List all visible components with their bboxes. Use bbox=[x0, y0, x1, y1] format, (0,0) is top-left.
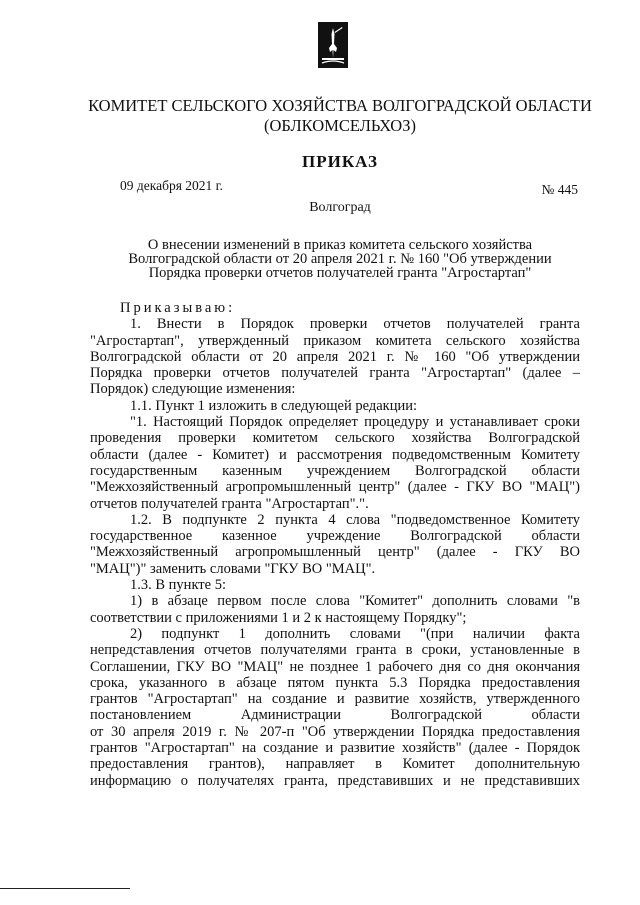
coat-of-arms-icon bbox=[318, 22, 348, 68]
document-subject bbox=[90, 238, 590, 280]
body-line: Соглашении, ГКУ ВО "МАЦ" не позднее 1 рабочего дня со дня окончания bbox=[90, 658, 580, 675]
org-line-2: (ОБЛКОМСЕЛЬХОЗ) bbox=[264, 116, 416, 135]
body-line: 1) в абзаце первом после слова "Комитет" дополнить словами "в bbox=[130, 593, 580, 610]
body-line: Волгоградской области от 20 апреля 2021 г. № 160 "Об утверждении bbox=[90, 348, 580, 365]
footer-divider bbox=[0, 888, 130, 889]
body-line: 2) подпункт 1 дополнить словами "(при наличии факта bbox=[130, 625, 580, 642]
document-number: № 445 bbox=[541, 182, 578, 197]
body-line: отчетов получателей гранта "Агростартап".". bbox=[90, 495, 369, 512]
body-line: Порядка проверки отчетов получателей гранта "Агростартап" (далее – bbox=[90, 365, 580, 382]
org-line-1: КОМИТЕТ СЕЛЬСКОГО ХОЗЯЙСТВА ВОЛГОГРАДСКОЙ ОБЛАСТИ bbox=[88, 96, 592, 115]
body-line: государственным казенным учреждением Волгоградской области bbox=[90, 462, 580, 479]
organization-name bbox=[60, 96, 620, 136]
body-line: "МАЦ")" заменить словами "ГКУ ВО "МАЦ". bbox=[90, 560, 376, 577]
document-city: Волгоград bbox=[309, 200, 371, 215]
body-line: "Межхозяйственный агропромышленный центр" (далее - ГКУ ВО "МАЦ") bbox=[90, 479, 580, 496]
body-line: 1.3. В пункте 5: bbox=[130, 577, 226, 594]
body-line: Порядок) следующие изменения: bbox=[90, 381, 296, 398]
subject-line: Порядка проверки отчетов получателей гранта "Агростартап" bbox=[148, 265, 532, 281]
document-date: 09 декабря 2021 г. bbox=[120, 178, 224, 193]
body-line: 1.1. Пункт 1 изложить в следующей редакции: bbox=[130, 397, 418, 414]
body-line: непредставления отчетов получателями гранта в сроки, установленные в bbox=[90, 642, 580, 659]
document-body bbox=[90, 300, 580, 789]
body-line: "Агростартап", утвержденный приказом комитета сельского хозяйства bbox=[90, 332, 580, 349]
subject-line: Волгоградской области от 20 апреля 2021 г. № 160 "Об утверждении bbox=[128, 251, 552, 267]
body-line: постановлением Администрации Волгоградской области bbox=[90, 707, 580, 724]
body-line: государственное казенное учреждение Волгоградской области bbox=[90, 528, 580, 545]
body-line: области (далее - Комитет) и рассмотрения подведомственным Комитету bbox=[90, 446, 580, 463]
body-line: грантов "Агростартап" на создание и развитие хозяйств" (далее - Порядок bbox=[90, 740, 580, 757]
body-line: 1. Внести в Порядок проверки отчетов получателей гранта bbox=[130, 316, 580, 333]
body-line: соответствии с приложениями 1 и 2 к настоящему Порядку"; bbox=[90, 609, 467, 626]
body-line: от 30 апреля 2019 г. № 207-п "Об утверждении Порядка предоставления bbox=[90, 723, 580, 740]
body-line: Приказываю: bbox=[120, 300, 236, 316]
body-line: "Межхозяйственный агропромышленный центр" (далее - ГКУ ВО bbox=[90, 544, 580, 561]
body-line: срока, указанного в абзаце пятом пункта 5.3 Порядка предоставления bbox=[90, 674, 580, 691]
body-line: 1.2. В подпункте 2 пункта 4 слова "подведомственное Комитету bbox=[130, 511, 580, 528]
subject-line: О внесении изменений в приказ комитета сельского хозяйства bbox=[147, 237, 533, 253]
body-line: грантов "Агростартап" на создание и развитие хозяйств, утвержденного bbox=[90, 691, 580, 708]
document-title: ПРИКАЗ bbox=[302, 152, 378, 171]
body-line: информацию о получателях гранта, представивших и не представивших bbox=[90, 772, 580, 789]
body-line: "1. Настоящий Порядок определяет процедуру и устанавливает сроки bbox=[130, 414, 580, 431]
body-line: предоставления грантов), направляет в Комитет дополнительную bbox=[90, 756, 580, 773]
body-line: проведения проверки комитетом сельского хозяйства Волгоградской bbox=[90, 430, 580, 447]
